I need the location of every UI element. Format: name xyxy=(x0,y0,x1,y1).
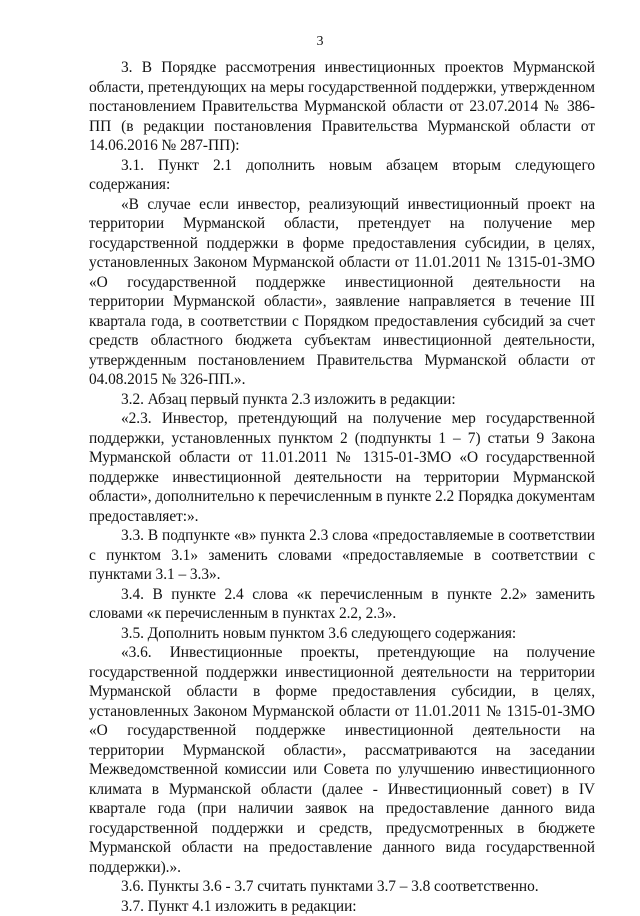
paragraph-section-3: 3. В Порядке рассмотрения инвестиционных проектов Мурманской области, претендующих на меры государственной поддержки, утвержденном постановлением Правительства Мурманской области от 23.07.2014 № 386-ПП (в редакции постановления Правительства Мурманской области от 14.06.2016 № 287-ПП): xyxy=(89,58,595,156)
paragraph-3-6: 3.6. Пункты 3.6 - 3.7 считать пунктами 3.7 – 3.8 соответственно. xyxy=(89,877,595,897)
quoted-paragraph-2-3: «2.3. Инвестор, претендующий на получение мер государственной поддержки, установленных пунктом 2 (подпункты 1 – 7) статьи 9 Закона Мурманской области от 11.01.2011 № 1315-01-ЗМО «О государственной поддержке инвестиционной деятельности на территории Мурманской области», дополнительно к перечисленным в пункте 2.2 Порядка документам предоставляет:». xyxy=(89,409,595,526)
document-body xyxy=(89,58,595,916)
paragraph-3-1: 3.1. Пункт 2.1 дополнить новым абзацем вторым следующего содержания: xyxy=(89,156,595,195)
quoted-paragraph-3-6: «3.6. Инвестиционные проекты, претендующие на получение государственной поддержки инвестиционной деятельности на территории Мурманской области в форме предоставления субсидии, в целях, установленных Законом Мурманской области от 11.01.2011 № 1315-01-ЗМО «О государственной поддержке инвестиционной деятельности на территории Мурманской области», рассматриваются на заседании Межведомственной комиссии или Совета по улучшению инвестиционного климата в Мурманской области (далее - Инвестиционный совет) в IV квартале года (при наличии заявок на предоставление данного вида государственной поддержки и средств, предусмотренных в бюджете Мурманской области на предоставление данного вида государственной поддержки).». xyxy=(89,643,595,877)
paragraph-3-7: 3.7. Пункт 4.1 изложить в редакции: xyxy=(89,897,595,916)
paragraph-3-4: 3.4. В пункте 2.4 слова «к перечисленным в пункте 2.2» заменить словами «к перечисленным в пунктах 2.2, 2.3». xyxy=(89,585,595,624)
quoted-paragraph-2-1-addition: «В случае если инвестор, реализующий инвестиционный проект на территории Мурманской области, претендует на получение мер государственной поддержки в форме предоставления субсидии, в целях, установленных Законом Мурманской области от 11.01.2011 № 1315-01-ЗМО «О государственной поддержке инвестиционной деятельности на территории Мурманской области», заявление направляется в течение III квартала года, в соответствии с Порядком предоставления субсидий за счет средств областного бюджета субъектам инвестиционной деятельности, утвержденным постановлением Правительства Мурманской области от 04.08.2015 № 326-ПП.». xyxy=(89,195,595,390)
paragraph-3-3: 3.3. В подпункте «в» пункта 2.3 слова «предоставляемые в соответствии с пунктом 3.1» заменить словами «предоставляемые в соответствии с пунктами 3.1 – 3.3». xyxy=(89,526,595,585)
page-number: 3 xyxy=(0,34,640,50)
paragraph-3-5: 3.5. Дополнить новым пунктом 3.6 следующего содержания: xyxy=(89,624,595,644)
paragraph-3-2: 3.2. Абзац первый пункта 2.3 изложить в редакции: xyxy=(89,390,595,410)
